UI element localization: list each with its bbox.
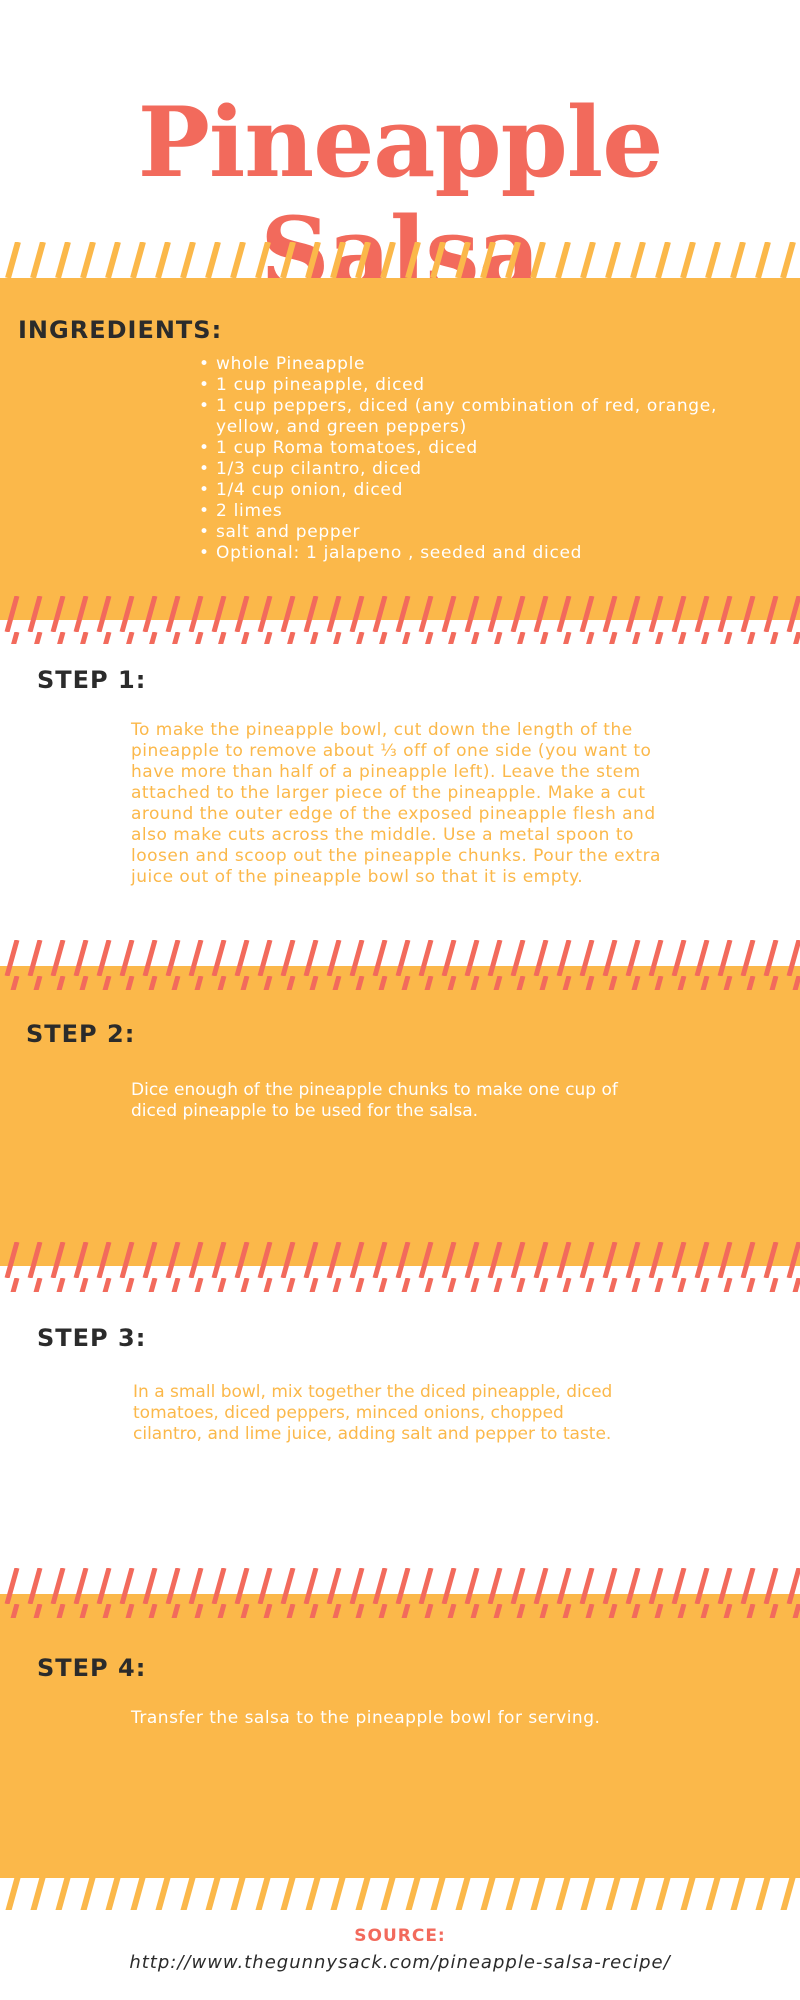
ingredient-item: • 1/4 cup onion, diced (199, 480, 719, 501)
ingredient-item: • salt and pepper (199, 522, 719, 543)
step-2-text: Dice enough of the pineapple chunks to make one cup of diced pineapple to be used for the salsa. (131, 1080, 618, 1121)
ingredients-heading: INGREDIENTS: (18, 316, 223, 344)
stripe-border-2 (0, 596, 800, 644)
step-4-heading: STEP 4: (37, 1654, 147, 1682)
step-3-heading: STEP 3: (37, 1324, 147, 1352)
ingredient-item: • 1 cup peppers, diced (any combination of red, orange, yellow, and green peppers) (199, 396, 719, 438)
stripe-border-6 (0, 1876, 800, 1910)
step-4-section (0, 1618, 800, 1878)
step-1-text: To make the pineapple bowl, cut down the length of the pineapple to remove about ⅓ off of one side (you want to have more than half of a pineapple left). Leave the stem attached to the larger piece of the pineapple. Make a cut around the outer edge of the exposed pineapple flesh and also make cuts across the middle. Use a metal spoon to loosen and scoop out the pineapple chunks. Pour the extra juice out of the pineapple bowl so that it is empty. (131, 720, 661, 887)
ingredient-item: • Optional: 1 jalapeno , seeded and diced (199, 543, 719, 564)
stripe-border-3 (0, 940, 800, 990)
stripe-border-4 (0, 1242, 800, 1292)
page-title: Pineapple (137, 86, 663, 199)
step-1-heading: STEP 1: (37, 666, 147, 694)
step-2-section (0, 990, 800, 1244)
source-label: SOURCE: (354, 1926, 446, 1946)
ingredient-item: • 1 cup pineapple, diced (199, 375, 719, 396)
source-url-link[interactable]: http://www.thegunnysack.com/pineapple-salsa-recipe/ (129, 1952, 671, 1973)
ingredient-item: • 2 limes (199, 501, 719, 522)
stripe-border-5 (0, 1568, 800, 1618)
ingredient-item: • 1/3 cup cilantro, diced (199, 459, 719, 480)
step-2-heading: STEP 2: (26, 1020, 136, 1048)
stripe-border-1 (0, 242, 800, 278)
step-4-text: Transfer the salsa to the pineapple bowl for serving. (131, 1708, 601, 1728)
ingredients-section (0, 278, 800, 598)
ingredient-item: • 1 cup Roma tomatoes, diced (199, 438, 719, 459)
ingredient-item: • whole Pineapple (199, 354, 719, 375)
ingredients-list (199, 354, 719, 564)
step-3-text: In a small bowl, mix together the diced pineapple, diced tomatoes, diced peppers, minced onions, chopped cilantro, and lime juice, adding salt and pepper to taste. (133, 1382, 613, 1444)
